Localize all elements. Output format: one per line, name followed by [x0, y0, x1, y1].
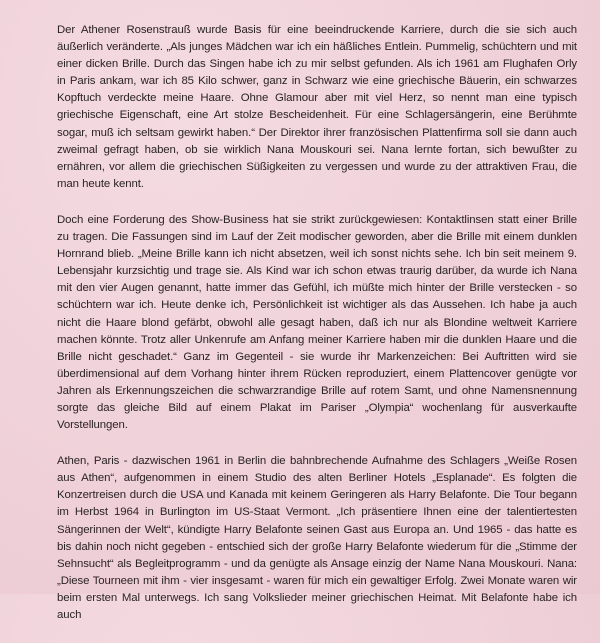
paragraph-belafonte-tours: Athen, Paris - dazwischen 1961 in Berlin die bahnbrechende Aufnahme des Schlagers „Weiße Rosen aus Athen“, aufgenommen in einem Studio des alten Berliner Hotels „Esplanade“. Es folgten die Konzertreisen durch die USA und Kanada mit keinem Geringeren als Harry Belafonte. Die Tour begann im Herbst 1964 in Burlington im US-Staat Vermont. „Ich präsentiere Ihnen eine der talentiertesten Sängerinnen der Welt“, kündigte Harry Belafonte seinen Gast aus Europa an. Und 1965 - das hatte es bis dahin noch nicht gegeben - entschied sich der große Harry Belafonte wiederum für die „Stimme der Sehnsucht“ als Begleitprogramm - und da genügte als Ansage einzig der Name Nana Mouskouri. Nana: „Diese Tourneen mit ihm - vier insgesamt - waren für mich ein gewaltiger Erfolg. Zwei Monate waren wir beim ersten Mal unterwegs. Ich sang Volkslieder meiner griechischen Heimat. Mit Belafonte habe ich auch: [57, 455, 577, 621]
paragraph-glasses-trademark: Doch eine Forderung des Show-Business hat sie strikt zurückgewiesen: Kontaktlinsen statt einer Brille zu tragen. Die Fassungen sind im Lauf der Zeit modischer geworden, aber die Brille mit einem dunklen Hornrand blieb. „Meine Brille kann ich nicht absetzen, weil ich sonst nichts sehe. Ich bin seit meinem 9. Lebensjahr kurzsichtig und trage sie. Als Kind war ich schon etwas traurig darüber, da wurde ich Nana mit den vier Augen genannt, hatte immer das Gefühl, ich müßte mich hinter der Brille verstecken - so schüchtern war ich. Heute denke ich, Persönlichkeit ist wichtiger als das Aussehen. Ich habe ja auch nicht die Haare blond gefärbt, obwohl alle gesagt haben, daß ich nur als Blondine weltweit Karriere machen könnte. Trotz aller Unkenrufe am Anfang meiner Karriere haben mir die dunklen Haare und die Brille nicht geschadet.“ Ganz im Gegenteil - sie wurde ihr Markenzeichen: Bei Auftritten wird sie überdimensional auf dem Vorhang hinter ihrem Rücken reproduziert, einem Plattencover genügte vor Jahren als Erkennungszeichen die schwarzrandige Brille auf rotem Samt, und ohne Namensnennung sorgte das gleiche Bild auf einem Plakat im Pariser „Olympia“ wochenlang für ausverkaufte Vorstellungen.: [57, 213, 577, 432]
document-page: [57, 22, 577, 643]
paragraph-rose-bouquet-career: Der Athener Rosenstrauß wurde Basis für eine beeindruckende Karriere, durch die sie sich auch äußerlich veränderte. „Als junges Mädchen war ich ein häßliches Entlein. Pummelig, schüchtern und mit einer dicken Brille. Durch das Singen habe ich zu mir selbst gefunden. Als ich 1961 am Flughafen Orly in Paris ankam, war ich 85 Kilo schwer, ganz in Schwarz wie eine griechische Bäuerin, ein schwarzes Kopftuch verdeckte meine Haare. Ohne Glamour aber mit viel Herz, so nennt man eine typisch griechische Eigenschaft, eine Art stolze Bescheidenheit. Für eine Schlagersängerin, eine Berühmte sogar, muß ich seltsam gewirkt haben.“ Der Direktor ihrer französischen Plattenfirma soll sie dann auch zweimal gefragt haben, ob sie wirklich Nana Mouskouri sei. Nana lernte fortan, sich bewußter zu ernähren, vor allem die griechischen Süßigkeiten zu vergessen und wurde zu der attraktiven Frau, die man heute kennt.: [57, 24, 577, 190]
